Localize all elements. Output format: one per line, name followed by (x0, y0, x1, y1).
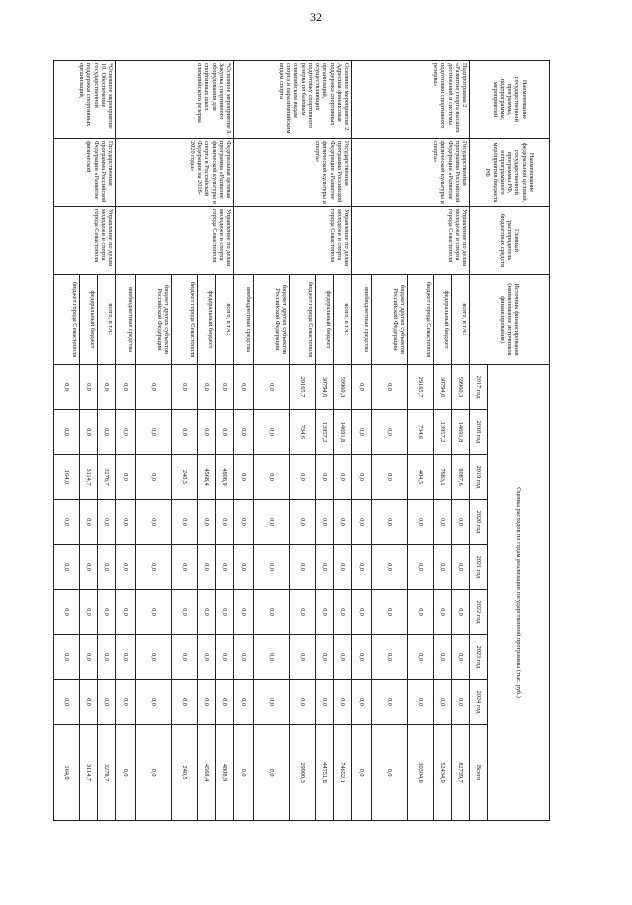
value-cell: 0,0 (372, 635, 408, 680)
funding-source: федеральный бюджет (434, 275, 452, 365)
funding-source: всего, в т.ч.: (452, 275, 470, 365)
year-header: 2018 год (470, 410, 488, 455)
funding-source: внебюджетные средства (234, 275, 254, 365)
value-cell: 0,0 (198, 545, 216, 590)
value-cell: 0,0 (316, 590, 334, 635)
value-cell: 0,0 (290, 590, 316, 635)
value-cell: 0,0 (136, 455, 172, 500)
header-manager: Главный распорядитель бюджетных средств (470, 207, 550, 275)
value-cell: 0,0 (172, 410, 198, 455)
value-cell: 0,0 (216, 545, 234, 590)
value-cell: 0,0 (54, 365, 80, 410)
value-cell: 3278,7 (98, 455, 116, 500)
value-cell: 0,0 (54, 500, 80, 545)
value-cell: 240,5 (172, 455, 198, 500)
value-cell: 0,0 (316, 635, 334, 680)
value-cell: 0,0 (116, 455, 136, 500)
value-cell: 0,0 (136, 500, 172, 545)
value-cell: 0,0 (372, 590, 408, 635)
value-cell: 30304,8 (408, 725, 434, 821)
year-header: 2021 год (470, 545, 488, 590)
federal-program: Государственная программа Российской Федерации «Развитие физической культуры и спорта» (234, 139, 352, 207)
value-cell: 0,0 (234, 410, 254, 455)
value-cell: 0,0 (334, 680, 352, 725)
value-cell: 0,0 (352, 455, 372, 500)
value-cell: 0,0 (316, 545, 334, 590)
value-cell: 52434,9 (434, 725, 452, 821)
value-cell: 0,0 (216, 680, 234, 725)
value-cell: 734,6 (290, 410, 316, 455)
value-cell: 0,0 (234, 635, 254, 680)
value-cell: 0,0 (116, 365, 136, 410)
value-cell: 0,0 (80, 500, 98, 545)
value-cell: 14691,8 (334, 410, 352, 455)
value-cell: 0,0 (334, 455, 352, 500)
value-cell: 4568,4 (198, 725, 216, 821)
value-cell: 29165,7 (408, 365, 434, 410)
budget-table (53, 60, 550, 821)
year-header: 2019 год (470, 455, 488, 500)
value-cell: 0,0 (172, 545, 198, 590)
budget-manager: Управление по делам молодежи и спорта города Севастополя (234, 207, 352, 275)
value-cell: 0,0 (80, 410, 98, 455)
value-cell: 0,0 (98, 545, 116, 590)
year-header: 2020 год (470, 500, 488, 545)
table-row (216, 61, 234, 821)
value-cell: 0,0 (116, 545, 136, 590)
funding-source: внебюджетные средства (352, 275, 372, 365)
value-cell: 0,0 (408, 500, 434, 545)
value-cell: 30794,6 (316, 365, 334, 410)
value-cell: 0,0 (136, 680, 172, 725)
value-cell: 0,0 (80, 635, 98, 680)
funding-source: всего, в т.ч.: (216, 275, 234, 365)
value-cell: 0,0 (54, 410, 80, 455)
value-cell: 0,0 (352, 500, 372, 545)
value-cell: 0,0 (172, 635, 198, 680)
value-cell: 0,0 (352, 590, 372, 635)
value-cell: 0,0 (372, 410, 408, 455)
value-cell: 0,0 (98, 590, 116, 635)
value-cell: 0,0 (408, 545, 434, 590)
year-header: 2017 год (470, 365, 488, 410)
header-estimate: Оценка расходов по годам реализации государственной программы (тыс. руб.) (488, 365, 550, 821)
value-cell: 0,0 (80, 680, 98, 725)
funding-source: федеральный бюджет (316, 275, 334, 365)
value-cell: 0,0 (254, 590, 290, 635)
value-cell: 0,0 (452, 545, 470, 590)
value-cell: 0,0 (98, 500, 116, 545)
federal-program: Государственная программа Российской Федерации «Развитие физической (54, 139, 116, 207)
value-cell: 0,0 (254, 455, 290, 500)
value-cell: 0,0 (352, 410, 372, 455)
value-cell: 0,0 (198, 635, 216, 680)
funding-source: федеральный бюджет (198, 275, 216, 365)
funding-source: бюджет города Севастополя (172, 275, 198, 365)
year-header: 2023 год (470, 635, 488, 680)
value-cell: 0,0 (372, 680, 408, 725)
value-cell: 82739,7 (452, 725, 470, 821)
value-cell: 0,0 (372, 455, 408, 500)
value-cell: 0,0 (334, 590, 352, 635)
value-cell: 0,0 (452, 590, 470, 635)
value-cell: 0,0 (98, 410, 116, 455)
value-cell: 0,0 (54, 590, 80, 635)
value-cell: 74652,1 (334, 725, 352, 821)
value-cell: 3278,7 (98, 725, 116, 821)
value-cell: 404,5 (408, 455, 434, 500)
funding-source: всего, в т.ч.: (334, 275, 352, 365)
value-cell: 0,0 (434, 635, 452, 680)
value-cell: 0,0 (116, 635, 136, 680)
value-cell: 0,0 (54, 635, 80, 680)
funding-source: бюджет города Севастополя (290, 275, 316, 365)
header-name: Наименование государственной программы, подпрограммы, мероприятий (470, 61, 550, 139)
value-cell: 0,0 (198, 680, 216, 725)
page-number: 32 (310, 10, 322, 24)
value-cell: 0,0 (98, 365, 116, 410)
value-cell: 0,0 (372, 500, 408, 545)
funding-source: федеральный бюджет (80, 275, 98, 365)
value-cell: 0,0 (254, 500, 290, 545)
value-cell: 0,0 (408, 680, 434, 725)
value-cell: 0,0 (254, 680, 290, 725)
item-name: *Основное мероприятие 9. Закупка спортивного оборудования для спортивных школ олимпийского резерва (116, 61, 234, 139)
value-cell: 14691,8 (452, 410, 470, 455)
value-cell: 0,0 (372, 725, 408, 821)
value-cell: 59960,3 (452, 365, 470, 410)
value-cell: 4568,4 (198, 455, 216, 500)
value-cell: 240,5 (172, 725, 198, 821)
value-cell: 0,0 (234, 500, 254, 545)
value-cell: 0,0 (198, 590, 216, 635)
item-name: Подпрограмма 2 «Развитие спорта высших достижений и системы подготовки спортивного резерва» (352, 61, 470, 139)
value-cell: 0,0 (254, 410, 290, 455)
year-header: 2024 год (470, 680, 488, 725)
value-cell: 0,0 (98, 680, 116, 725)
value-cell: 0,0 (334, 545, 352, 590)
value-cell: 0,0 (216, 635, 234, 680)
value-cell: 0,0 (452, 500, 470, 545)
value-cell: 29165,7 (290, 365, 316, 410)
value-cell: 0,0 (216, 590, 234, 635)
value-cell: 13957,2 (316, 410, 334, 455)
value-cell: 30794,6 (434, 365, 452, 410)
value-cell: 0,0 (116, 500, 136, 545)
value-cell: 0,0 (254, 545, 290, 590)
value-cell: 0,0 (116, 725, 136, 821)
value-cell: 0,0 (216, 500, 234, 545)
value-cell: 0,0 (234, 455, 254, 500)
value-cell: 0,0 (290, 545, 316, 590)
item-name: Основное мероприятие 2. Адресная финансовая поддержка спортивных организаций, осуществляющих подготовку спортивного резерва по базовым олимпийским видам спорта и паралимпийским видам спорта (234, 61, 352, 139)
value-cell: 0,0 (198, 410, 216, 455)
value-cell: 0,0 (434, 680, 452, 725)
value-cell: 164,0 (54, 455, 80, 500)
value-cell: 164,0 (54, 725, 80, 821)
value-cell: 0,0 (290, 500, 316, 545)
value-cell: 0,0 (80, 590, 98, 635)
value-cell: 0,0 (372, 545, 408, 590)
value-cell: 0,0 (290, 680, 316, 725)
value-cell: 0,0 (234, 545, 254, 590)
funding-source: бюджет других субъектов Российской Федерации (372, 275, 408, 365)
value-cell: 0,0 (216, 365, 234, 410)
value-cell: 0,0 (216, 410, 234, 455)
value-cell: 0,0 (352, 635, 372, 680)
value-cell: 0,0 (198, 500, 216, 545)
header-fed-program: Наименование федеральной целевой, государственной программы РФ, непрограммного мероприятия бюджета РФ (470, 139, 550, 207)
value-cell: 0,0 (54, 680, 80, 725)
item-name: *Основное мероприятие 10. Обеспечение государственной поддержки спортивных организаций, (54, 61, 116, 139)
rotated-table-container (63, 60, 550, 820)
funding-source: бюджет города Севастополя (408, 275, 434, 365)
table-row (452, 61, 470, 821)
value-cell: 0,0 (198, 365, 216, 410)
value-cell: 0,0 (172, 365, 198, 410)
value-cell: 3114,7 (80, 455, 98, 500)
value-cell: 0,0 (80, 545, 98, 590)
value-cell: 0,0 (136, 365, 172, 410)
value-cell: 0,0 (290, 635, 316, 680)
budget-manager: Управление по делам молодежи и спорта города Севастополя (54, 207, 116, 275)
value-cell: 3114,7 (80, 725, 98, 821)
value-cell: 0,0 (352, 365, 372, 410)
value-cell: 0,0 (234, 365, 254, 410)
value-cell: 0,0 (234, 725, 254, 821)
table-row (334, 61, 352, 821)
value-cell: 0,0 (334, 500, 352, 545)
value-cell: 0,0 (352, 545, 372, 590)
budget-manager: Управление по делам молодежи и спорта города Севастополя (116, 207, 234, 275)
value-cell: 0,0 (290, 455, 316, 500)
funding-source: внебюджетные средства (116, 275, 136, 365)
value-cell: 0,0 (98, 635, 116, 680)
federal-program: Государственная программа Российской Федерации «Развитие физической культуры и спорта» (352, 139, 470, 207)
value-cell: 0,0 (136, 725, 172, 821)
budget-manager: Управление по делам молодежи и спорта города Севастополя (352, 207, 470, 275)
value-cell: 0,0 (408, 590, 434, 635)
value-cell: 0,0 (434, 545, 452, 590)
value-cell: 0,0 (254, 365, 290, 410)
federal-program: Федеральная целевая программа «Развитие физической культуры и спорта в Российской Федерации на 2016-2020 годы» (116, 139, 234, 207)
value-cell: 0,0 (334, 635, 352, 680)
value-cell: 0,0 (408, 635, 434, 680)
value-cell: 0,0 (136, 410, 172, 455)
value-cell: 0,0 (116, 410, 136, 455)
value-cell: 4808,9 (216, 455, 234, 500)
value-cell: 0,0 (172, 590, 198, 635)
value-cell: 734,6 (408, 410, 434, 455)
value-cell: 0,0 (316, 680, 334, 725)
value-cell: 0,0 (172, 500, 198, 545)
value-cell: 8087,6 (452, 455, 470, 500)
value-cell: 0,0 (452, 680, 470, 725)
funding-source: бюджет города Севастополя (54, 275, 80, 365)
value-cell: 59960,3 (334, 365, 352, 410)
table-row (98, 61, 116, 821)
value-cell: 0,0 (116, 590, 136, 635)
value-cell: 0,0 (254, 725, 290, 821)
value-cell: 0,0 (352, 680, 372, 725)
value-cell: 44751,8 (316, 725, 334, 821)
value-cell: 0,0 (452, 635, 470, 680)
value-cell: 0,0 (234, 680, 254, 725)
value-cell: 0,0 (316, 500, 334, 545)
year-header: Всего (470, 725, 488, 821)
year-header: 2022 год (470, 590, 488, 635)
value-cell: 0,0 (54, 545, 80, 590)
header-source: Источник финансирования (наименование источников финансирования) (470, 275, 550, 365)
value-cell: 7683,1 (434, 455, 452, 500)
value-cell: 0,0 (316, 455, 334, 500)
value-cell: 13957,2 (434, 410, 452, 455)
value-cell: 0,0 (172, 680, 198, 725)
value-cell: 0,0 (234, 590, 254, 635)
funding-source: всего, в т.ч.: (98, 275, 116, 365)
value-cell: 0,0 (136, 545, 172, 590)
funding-source: бюджет других субъектов Российской Федерации (136, 275, 172, 365)
funding-source: бюджет других субъектов Российской Федерации (254, 275, 290, 365)
value-cell: 0,0 (372, 365, 408, 410)
value-cell: 0,0 (116, 680, 136, 725)
value-cell: 29900,3 (290, 725, 316, 821)
value-cell: 0,0 (136, 635, 172, 680)
value-cell: 0,0 (434, 590, 452, 635)
value-cell: 0,0 (136, 590, 172, 635)
value-cell: 4808,9 (216, 725, 234, 821)
value-cell: 0,0 (434, 500, 452, 545)
value-cell: 0,0 (254, 635, 290, 680)
value-cell: 0,0 (352, 725, 372, 821)
value-cell: 0,0 (80, 365, 98, 410)
